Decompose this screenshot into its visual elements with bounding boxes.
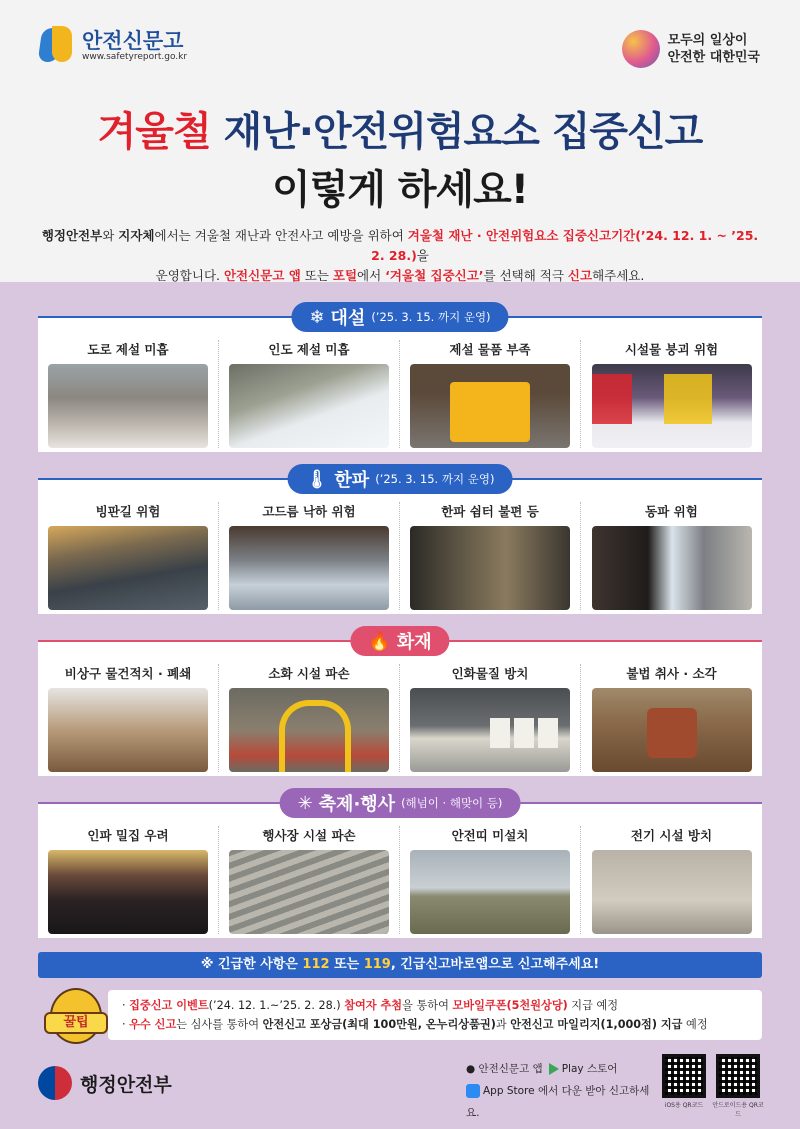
- taegeuk-icon: [38, 1066, 72, 1100]
- item-label: 인화물질 방치: [451, 666, 529, 681]
- illegal-burning-photo: [592, 688, 752, 772]
- snowflake-icon: ❄: [309, 306, 325, 328]
- section-festival-note: (해넘이 · 해맞이 등): [401, 796, 503, 810]
- snowy-road-photo: [48, 364, 208, 448]
- thermometer-icon: 🌡: [305, 468, 329, 490]
- section-festival-title: 축제·행사: [318, 794, 396, 815]
- cold-shelter-photo: [410, 526, 570, 610]
- fest-item-electric: [581, 826, 762, 934]
- section-snow-header: [291, 302, 508, 332]
- intro-text-part: 에서: [357, 268, 386, 283]
- frozen-pipe-photo: [592, 526, 752, 610]
- logo-name: 안전신문고: [82, 29, 184, 53]
- damaged-stairs-photo: [229, 850, 389, 934]
- cold-item-ice: [38, 502, 219, 610]
- intro-period: 겨울철 재난 · 안전위험요소 집중신고기간(’24. 12. 1. ~ ’25. 2. 28.): [371, 228, 759, 263]
- android-qr-code-icon[interactable]: [716, 1054, 760, 1098]
- emergency-text: , 긴급신고바로앱으로 신고해주세요!: [390, 957, 600, 972]
- intro-report: 신고: [567, 268, 593, 283]
- ios-qr-code-icon[interactable]: [662, 1054, 706, 1098]
- section-cold-note: (’25. 3. 15. 까지 운영): [375, 472, 495, 486]
- item-label: 동파 위험: [645, 504, 698, 519]
- intro-text-part: 을: [416, 248, 429, 263]
- intro-text-part: 해주세요.: [592, 268, 645, 283]
- item-label: 고드름 낙하 위험: [262, 504, 356, 519]
- download-text: 에서 다운 받아 신고하세요.: [466, 1085, 650, 1119]
- fire-item-hydrant: [219, 664, 400, 772]
- ministry-name: 행정안전부: [80, 1073, 172, 1096]
- item-label: 비상구 물건적치 · 폐쇄: [64, 666, 192, 681]
- salt-box-photo: [410, 364, 570, 448]
- tip-line-reward: · 우수 신고는 심사를 통하여 안전신고 포상금(최대 100만원, 온누리상품권)과 안전신고 마일리지(1,000점) 지급 예정: [122, 1018, 708, 1031]
- intro-text: [40, 226, 760, 286]
- app-name: ● 안전신문고 앱: [466, 1063, 543, 1075]
- tip-badge: 꿀팁: [44, 1012, 108, 1034]
- footer: [0, 1050, 800, 1129]
- slogan-emblem-icon: [622, 30, 660, 68]
- item-label: 소화 시설 파손: [268, 666, 350, 681]
- item-label: 전기 시설 방치: [630, 828, 713, 843]
- cold-item-icicle: [219, 502, 400, 610]
- item-label: 한파 쉼터 불편 등: [441, 504, 539, 519]
- damaged-hydrant-photo: [229, 688, 389, 772]
- section-snow-note: (’25. 3. 15. 까지 운영): [371, 310, 491, 324]
- fire-item-burning: [581, 664, 762, 772]
- item-label: 불법 취사 · 소각: [626, 666, 717, 681]
- fire-item-exit: [38, 664, 219, 772]
- page-title: [0, 100, 800, 157]
- firework-icon: ✳: [297, 792, 313, 814]
- section-festival: [38, 792, 762, 938]
- fest-item-rope: [400, 826, 581, 934]
- logo-url[interactable]: www.safetyreport.go.kr: [82, 52, 188, 62]
- section-fire-header: [350, 626, 449, 656]
- emergency-number-112: 112: [302, 957, 330, 972]
- intro-text-part: 를 선택해 적극: [483, 268, 568, 283]
- section-snow-title: 대설: [330, 308, 366, 329]
- item-label: 빙판길 위험: [95, 504, 161, 519]
- section-snow: [38, 306, 762, 452]
- emergency-text: ※ 긴급한 사항은: [200, 957, 303, 972]
- safety-report-logo[interactable]: [40, 26, 187, 66]
- snowy-sidewalk-photo: [229, 364, 389, 448]
- snow-item-collapse: [581, 340, 762, 448]
- icicle-photo: [229, 526, 389, 610]
- slogan-line2: 안전한 대한민국: [667, 50, 760, 65]
- intro-ministry: 행정안전부: [41, 228, 103, 243]
- bee-mascot-icon: [40, 978, 112, 1058]
- blocked-exit-photo: [48, 688, 208, 772]
- intro-text-part: 또는: [300, 268, 333, 283]
- play-store-link[interactable]: Play 스토어: [561, 1063, 618, 1075]
- item-label: 인파 밀집 우려: [87, 828, 169, 843]
- beach-cliff-photo: [410, 850, 570, 934]
- fire-item-flammable: [400, 664, 581, 772]
- icy-road-photo: [48, 526, 208, 610]
- item-label: 시설물 붕괴 위험: [624, 342, 719, 357]
- item-label: 행사장 시설 파손: [262, 828, 356, 843]
- crowd-photo: [48, 850, 208, 934]
- intro-app: 안전신문고 앱: [223, 268, 301, 283]
- intro-text-part: 운영합니다.: [155, 268, 224, 283]
- section-cold: [38, 468, 762, 614]
- section-festival-header: [280, 788, 521, 818]
- app-store-icon: [466, 1084, 480, 1098]
- app-download-info: [466, 1058, 656, 1124]
- section-cold-header: [288, 464, 513, 494]
- emergency-number-119: 119: [363, 957, 391, 972]
- item-label: 제설 물품 부족: [449, 342, 531, 357]
- intro-text-part: 에서는 겨울철 재난과 안전사고 예방을 위하여: [154, 228, 408, 243]
- snow-item-supplies: [400, 340, 581, 448]
- item-label: 인도 제설 미흡: [268, 342, 350, 357]
- snow-item-sidewalk: [219, 340, 400, 448]
- tips-box: [108, 990, 762, 1040]
- loose-wires-photo: [592, 850, 752, 934]
- cold-item-pipe: [581, 502, 762, 610]
- android-qr-caption: 안드로이드용 QR코드: [712, 1102, 764, 1118]
- page-title-line2: 이렇게 하세요!: [271, 167, 528, 213]
- item-label: 도로 제설 미흡: [87, 342, 169, 357]
- header-area: [0, 0, 800, 282]
- snow-item-road: [38, 340, 219, 448]
- cold-item-shelter: [400, 502, 581, 610]
- fest-item-crowd: [38, 826, 219, 934]
- collapsed-structure-photo: [592, 364, 752, 448]
- slogan: [622, 30, 760, 68]
- title-rest: 재난·안전위험요소 집중신고: [210, 109, 703, 155]
- intro-local-gov: 지자체: [118, 228, 155, 243]
- title-highlight: 겨울철: [97, 109, 211, 155]
- fest-item-facility: [219, 826, 400, 934]
- tip-line-event: · 집중신고 이벤트(’24. 12. 1.~’25. 2. 28.) 참여자 추첨을 통하여 모바일쿠폰(5천원상당) 지급 예정: [122, 999, 619, 1012]
- section-fire-title: 화재: [396, 632, 432, 653]
- slogan-line1: 모두의 일상이: [667, 33, 748, 48]
- item-label: 안전띠 미설치: [451, 828, 529, 843]
- intro-portal: 포털: [332, 268, 358, 283]
- flammable-tanks-photo: [410, 688, 570, 772]
- fire-icon: 🔥: [368, 630, 391, 652]
- emergency-notice: [38, 952, 762, 978]
- emergency-text: 또는: [329, 957, 364, 972]
- section-cold-title: 한파: [334, 470, 370, 491]
- shield-logo-icon: [40, 26, 74, 66]
- app-store-link[interactable]: App Store: [483, 1085, 535, 1097]
- ministry-logo: [38, 1066, 172, 1100]
- play-store-icon: [549, 1063, 559, 1075]
- intro-menu: ‘겨울철 집중신고’: [385, 268, 484, 283]
- ios-qr-caption: iOS용 QR코드: [664, 1102, 704, 1109]
- section-fire: [38, 630, 762, 776]
- intro-text-part: 와: [102, 228, 119, 243]
